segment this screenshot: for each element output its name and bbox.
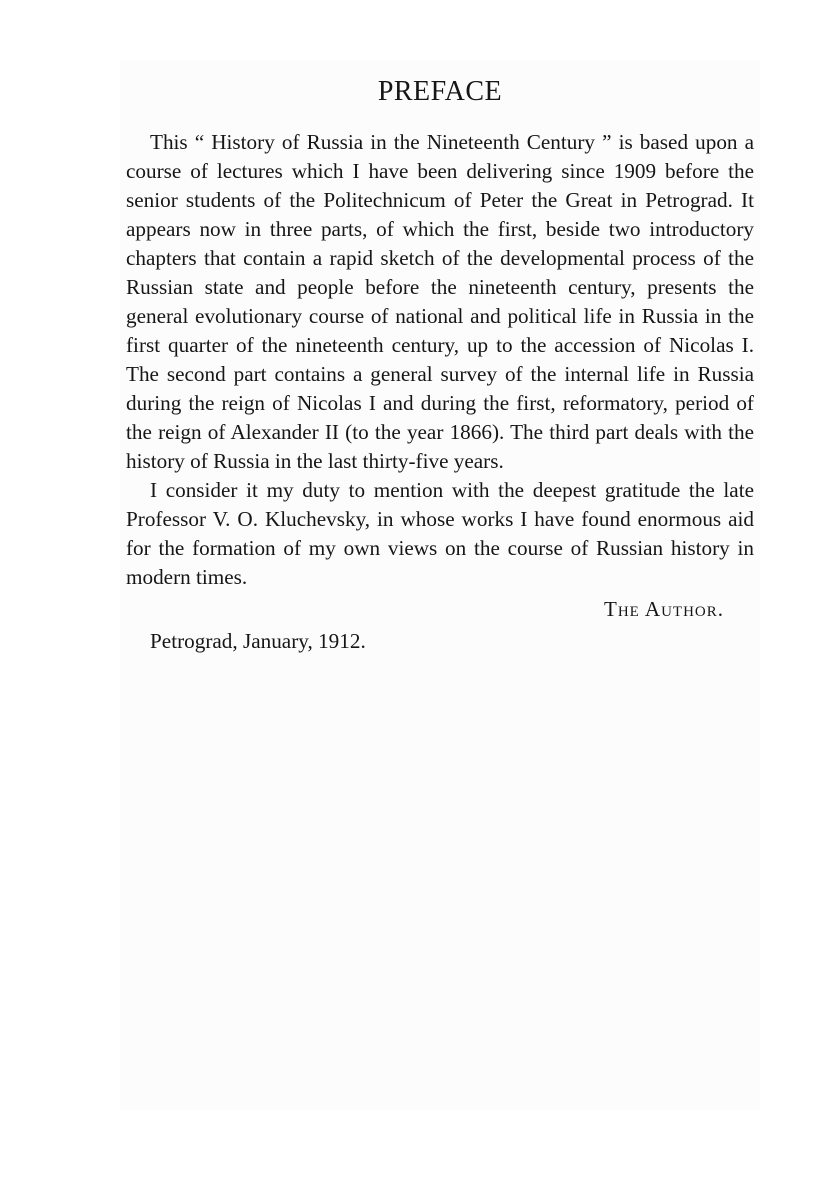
preface-paragraph-2: I consider it my duty to mention with the deepest gratitude the late Professor V. O. Kluchevsky, in whose works I have found enormous aid for the formation of my own views on the course of Russian history in modern times.	[126, 478, 754, 589]
dateline: Petrograd, January, 1912.	[150, 629, 366, 653]
preface-page	[126, 70, 754, 656]
page-title: PREFACE	[377, 76, 503, 107]
author-signature: The Author.	[604, 597, 724, 621]
preface-paragraph-1: This “ History of Russia in the Nineteenth Century ” is based upon a course of lectures which I have been delivering since 1909 before the senior students of the Politechnicum of Peter the Great in Petrograd. It appears now in three parts, of which the first, beside two introductory chapters that contain a rapid sketch of the developmental process of the Russian state and people before the nineteenth century, presents the general evolutionary course of national and political life in Russia in the first quarter of the nineteenth century, up to the accession of Nicolas I. The second part contains a general survey of the internal life in Russia during the reign of Nicolas I and during the first, reformatory, period of the reign of Alexander II (to the year 1866). The third part deals with the history of Russia in the last thirty-five years.	[126, 130, 754, 473]
